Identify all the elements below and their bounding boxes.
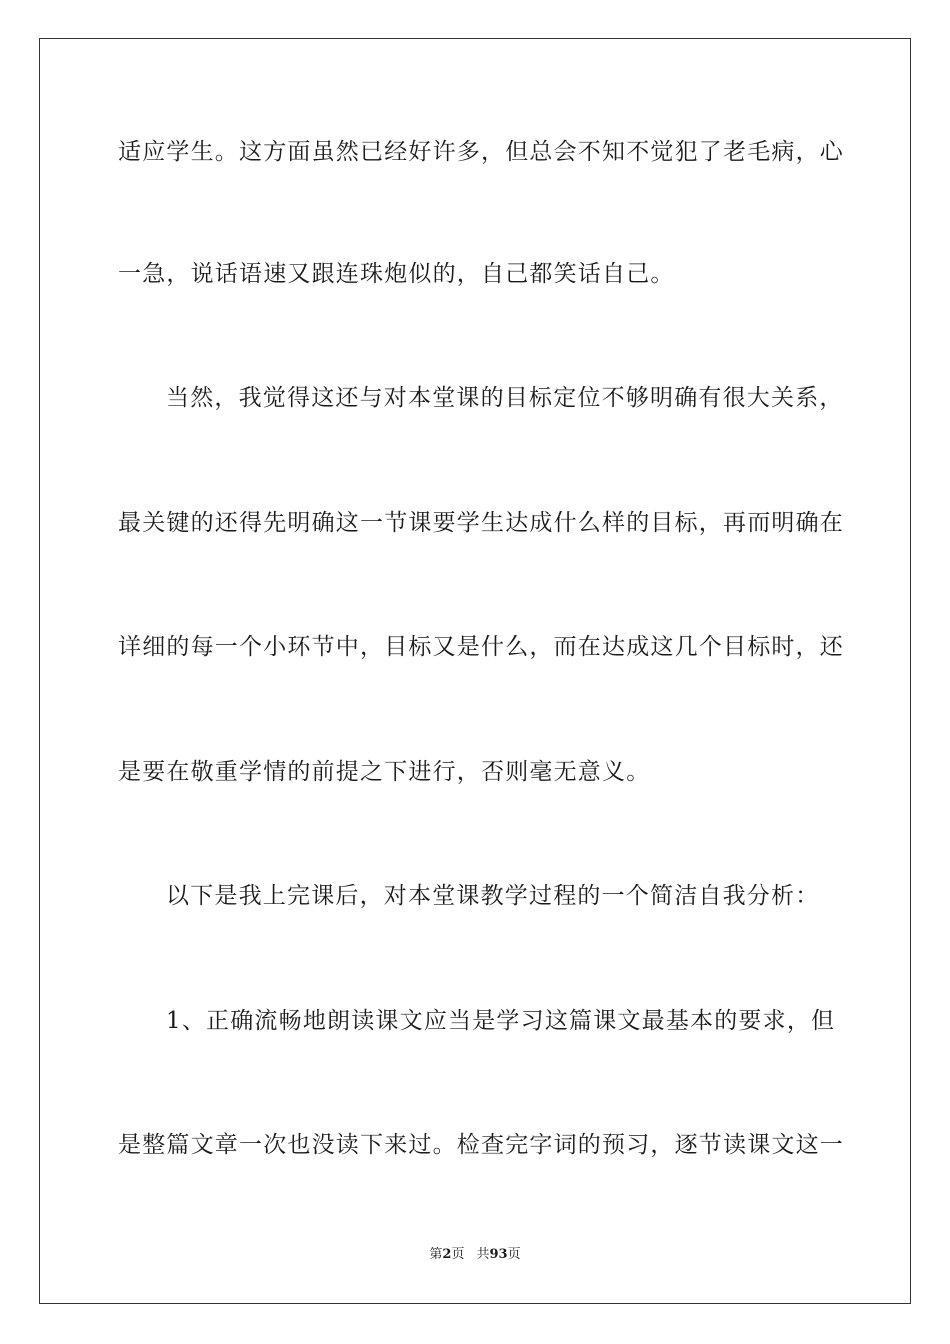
body-text-line: 一急，说话语速又跟连珠炮似的，自己都笑话自己。 [118,261,675,287]
total-label-suffix: 页 [507,1247,521,1262]
body-text-line: 当然，我觉得这还与对本堂课的目标定位不够明确有很大关系， [166,385,844,411]
total-pages: 93 [489,1247,508,1262]
body-text-line: 1、正确流畅地朗读课文应当是学习这篇课文最基本的要求，但 [166,1008,836,1034]
page-number: 2 [442,1247,452,1262]
page-label-prefix: 第 [429,1247,443,1262]
total-label-prefix: 共 [476,1247,490,1262]
body-text-line: 最关键的还得先明确这一节课要学生达成什么样的目标，再而明确在 [118,510,844,536]
page-footer [0,1246,950,1264]
body-text-line: 以下是我上完课后，对本堂课教学过程的一个简洁自我分析： [166,883,820,909]
body-text-line: 详细的每一个小环节中，目标又是什么，而在达成这几个目标时，还 [118,634,844,660]
page-label-suffix: 页 [451,1247,465,1262]
body-text-line: 是要在敬重学情的前提之下进行，否则毫无意义。 [118,759,651,785]
body-text-line: 是整篇文章一次也没读下来过。检查完字词的预习，逐节读课文这一 [118,1132,844,1158]
body-text-line: 适应学生。这方面虽然已经好许多，但总会不知不觉犯了老毛病，心 [118,139,844,165]
page-frame [39,38,911,1304]
